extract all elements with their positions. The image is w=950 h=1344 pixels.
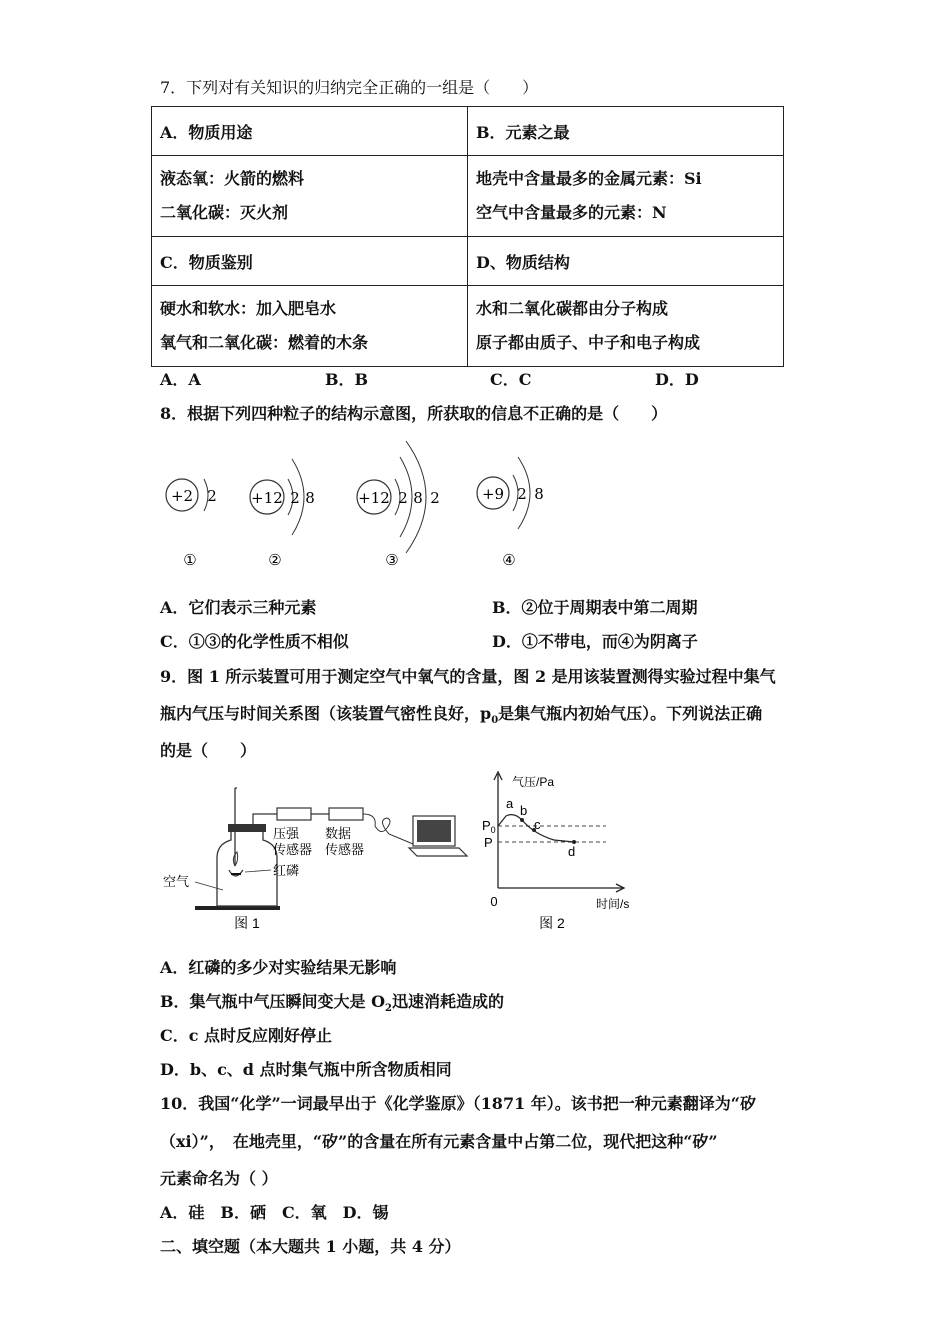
q9-stem-line2: [160, 704, 762, 731]
q7-option-c[interactable]: C．C: [490, 370, 532, 389]
q7-options: [160, 370, 820, 390]
q7-a-line1: 液态氧：火箭的燃料: [160, 169, 305, 188]
q7-stem: 7．下列对有关知识的归纳完全正确的一组是（ ）: [160, 78, 539, 97]
section-2-title: 二、填空题（本大题共 1 小题，共 4 分）: [160, 1237, 461, 1256]
q9-option-a[interactable]: A．红磷的多少对实验结果无影响: [160, 958, 397, 977]
particle-3-nucleus-charge: +12: [358, 489, 390, 507]
particle-3-shell-2: 8: [413, 489, 423, 507]
particle-1-label: ①: [183, 551, 197, 569]
particle-3-shell-3: 2: [430, 489, 440, 507]
p0-label-base: P: [482, 818, 491, 833]
q8-stem: 8．根据下列四种粒子的结构示意图，所获取的信息不正确的是（ ）: [160, 404, 668, 423]
q7-a-line2: 二氧化碳：灭火剂: [160, 203, 289, 222]
q9-option-d[interactable]: D．b、c、d 点时集气瓶中所含物质相同: [160, 1060, 452, 1079]
point-b-label: b: [520, 803, 528, 818]
origin-label: 0: [490, 894, 498, 909]
bottle-stopper: [228, 824, 266, 832]
figure-2-caption: 图 2: [539, 915, 565, 931]
x-axis-label: 时间/s: [596, 897, 630, 911]
q7-table: [151, 106, 784, 367]
particle-4-nucleus-charge: +9: [481, 485, 505, 503]
q9-option-b[interactable]: [160, 992, 504, 1019]
air-label: 空气: [163, 874, 190, 889]
q8-atom-diagrams: [150, 435, 570, 575]
q8-option-c[interactable]: C．①③的化学性质不相似: [160, 632, 349, 651]
q7-cell-d-body: [468, 286, 784, 367]
phosphorus-label: 红磷: [273, 863, 300, 878]
particle-3-diagram: [357, 441, 440, 569]
q7-cell-c-body: [152, 286, 468, 367]
q7-option-b[interactable]: B．B: [325, 370, 369, 389]
particle-2-diagram: [250, 459, 315, 569]
particle-4-label: ④: [502, 551, 516, 569]
q9-stem-line2-b: 是集气瓶内初始气压）。下列说法正确: [498, 704, 763, 723]
q10-stem-line1: 10．我国“化学”一词最早出于《化学鉴原》（1871 年）。该书把一种元素翻译为“矽: [160, 1094, 756, 1113]
q10-stem-line3: 元素命名为（ ）: [160, 1169, 278, 1188]
q9-stem-line3: 的是（ ）: [160, 741, 257, 760]
particle-3-label: ③: [385, 551, 399, 569]
figure-1-caption: 图 1: [234, 915, 260, 931]
particle-2-shell-2: 8: [305, 489, 315, 507]
q7-b-line2: 空气中含量最多的元素：N: [476, 203, 667, 222]
laptop-keyboard: [409, 848, 467, 856]
q7-cell-a-body: [152, 156, 468, 237]
point-c-label: c: [534, 817, 541, 832]
y-axis-label: 气压/Pa: [512, 775, 555, 789]
q9-stem-subscript: 0: [491, 715, 499, 727]
q7-b-line1: 地壳中含量最多的金属元素：Si: [476, 169, 702, 188]
air-pointer: [195, 882, 223, 890]
data-sensor: [329, 808, 363, 820]
point-a-label: a: [506, 796, 514, 811]
particle-1-nucleus-charge: +2: [170, 487, 194, 505]
point-d-label: d: [568, 844, 576, 859]
q7-c-line1: 硬水和软水：加入肥皂水: [160, 299, 337, 318]
q7-cell-a-head: A．物质用途: [152, 107, 468, 156]
q8-option-d[interactable]: D．①不带电，而④为阴离子: [492, 632, 698, 651]
q9-option-c[interactable]: C．c 点时反应刚好停止: [160, 1026, 333, 1045]
particle-2-shell-1: 2: [290, 489, 300, 507]
q9-figure-2-pressure-graph: [478, 770, 648, 940]
q9-option-b-sub: 2: [385, 1003, 393, 1015]
p-label: P: [484, 835, 493, 850]
q7-option-a[interactable]: A．A: [160, 370, 201, 389]
particle-1-shell-1: 2: [207, 487, 217, 505]
q9-stem-line1: 9．图 1 所示装置可用于测定空气中氧气的含量，图 2 是用该装置测得实验过程中集气: [160, 667, 776, 686]
particle-3-shell-1: 2: [398, 489, 408, 507]
q10-stem-line2: （xi）”， 在地壳里，“矽”的含量在所有元素含量中占第二位，现代把这种“矽”: [160, 1132, 718, 1151]
q7-d-line1: 水和二氧化碳都由分子构成: [476, 299, 669, 318]
q7-c-line2: 氧气和二氧化碳：燃着的木条: [160, 333, 369, 352]
q7-d-line2: 原子都由质子、中子和电子构成: [476, 333, 701, 352]
pressure-sensor: [277, 808, 311, 820]
q10-options[interactable]: A．硅 B．硒 C．氧 D．锡: [160, 1203, 389, 1222]
phosphorus-pointer: [245, 870, 271, 872]
data-sensor-label-1: 数据: [325, 826, 352, 841]
particle-4-diagram: [477, 457, 544, 569]
q7-cell-d-head: D、物质结构: [468, 237, 784, 286]
data-sensor-label-2: 传感器: [325, 842, 365, 857]
q9-stem-line2-a: 瓶内气压与时间关系图（该装置气密性良好，p: [160, 704, 492, 723]
q7-cell-b-head: B．元素之最: [468, 107, 784, 156]
pressure-sensor-label-1: 压强: [273, 826, 300, 841]
pressure-sensor-label-2: 传感器: [273, 842, 313, 857]
particle-4-shell-2: 8: [534, 485, 544, 503]
particle-1-diagram: [166, 479, 217, 569]
particle-2-nucleus-charge: +12: [251, 489, 283, 507]
q8-option-b[interactable]: B．②位于周期表中第二周期: [492, 598, 698, 617]
particle-4-shell-1: 2: [517, 485, 527, 503]
p0-label: [482, 818, 496, 835]
gas-bottle: [217, 828, 277, 906]
q9-figure-1: [155, 780, 485, 940]
point-b-dot: [520, 818, 524, 822]
connecting-tube: [253, 814, 277, 824]
q9-option-b-b: 迅速消耗造成的: [392, 992, 505, 1011]
q7-cell-b-body: [468, 156, 784, 237]
laptop-display: [417, 820, 451, 842]
p0-label-sub: 0: [490, 825, 496, 835]
q9-option-b-a: B．集气瓶中气压瞬间变大是 O: [160, 992, 386, 1011]
data-cable: [363, 814, 413, 844]
q7-option-d[interactable]: D．D: [655, 370, 699, 389]
q7-cell-c-head: C．物质鉴别: [152, 237, 468, 286]
q8-option-a[interactable]: A．它们表示三种元素: [160, 598, 317, 617]
particle-2-label: ②: [268, 551, 282, 569]
